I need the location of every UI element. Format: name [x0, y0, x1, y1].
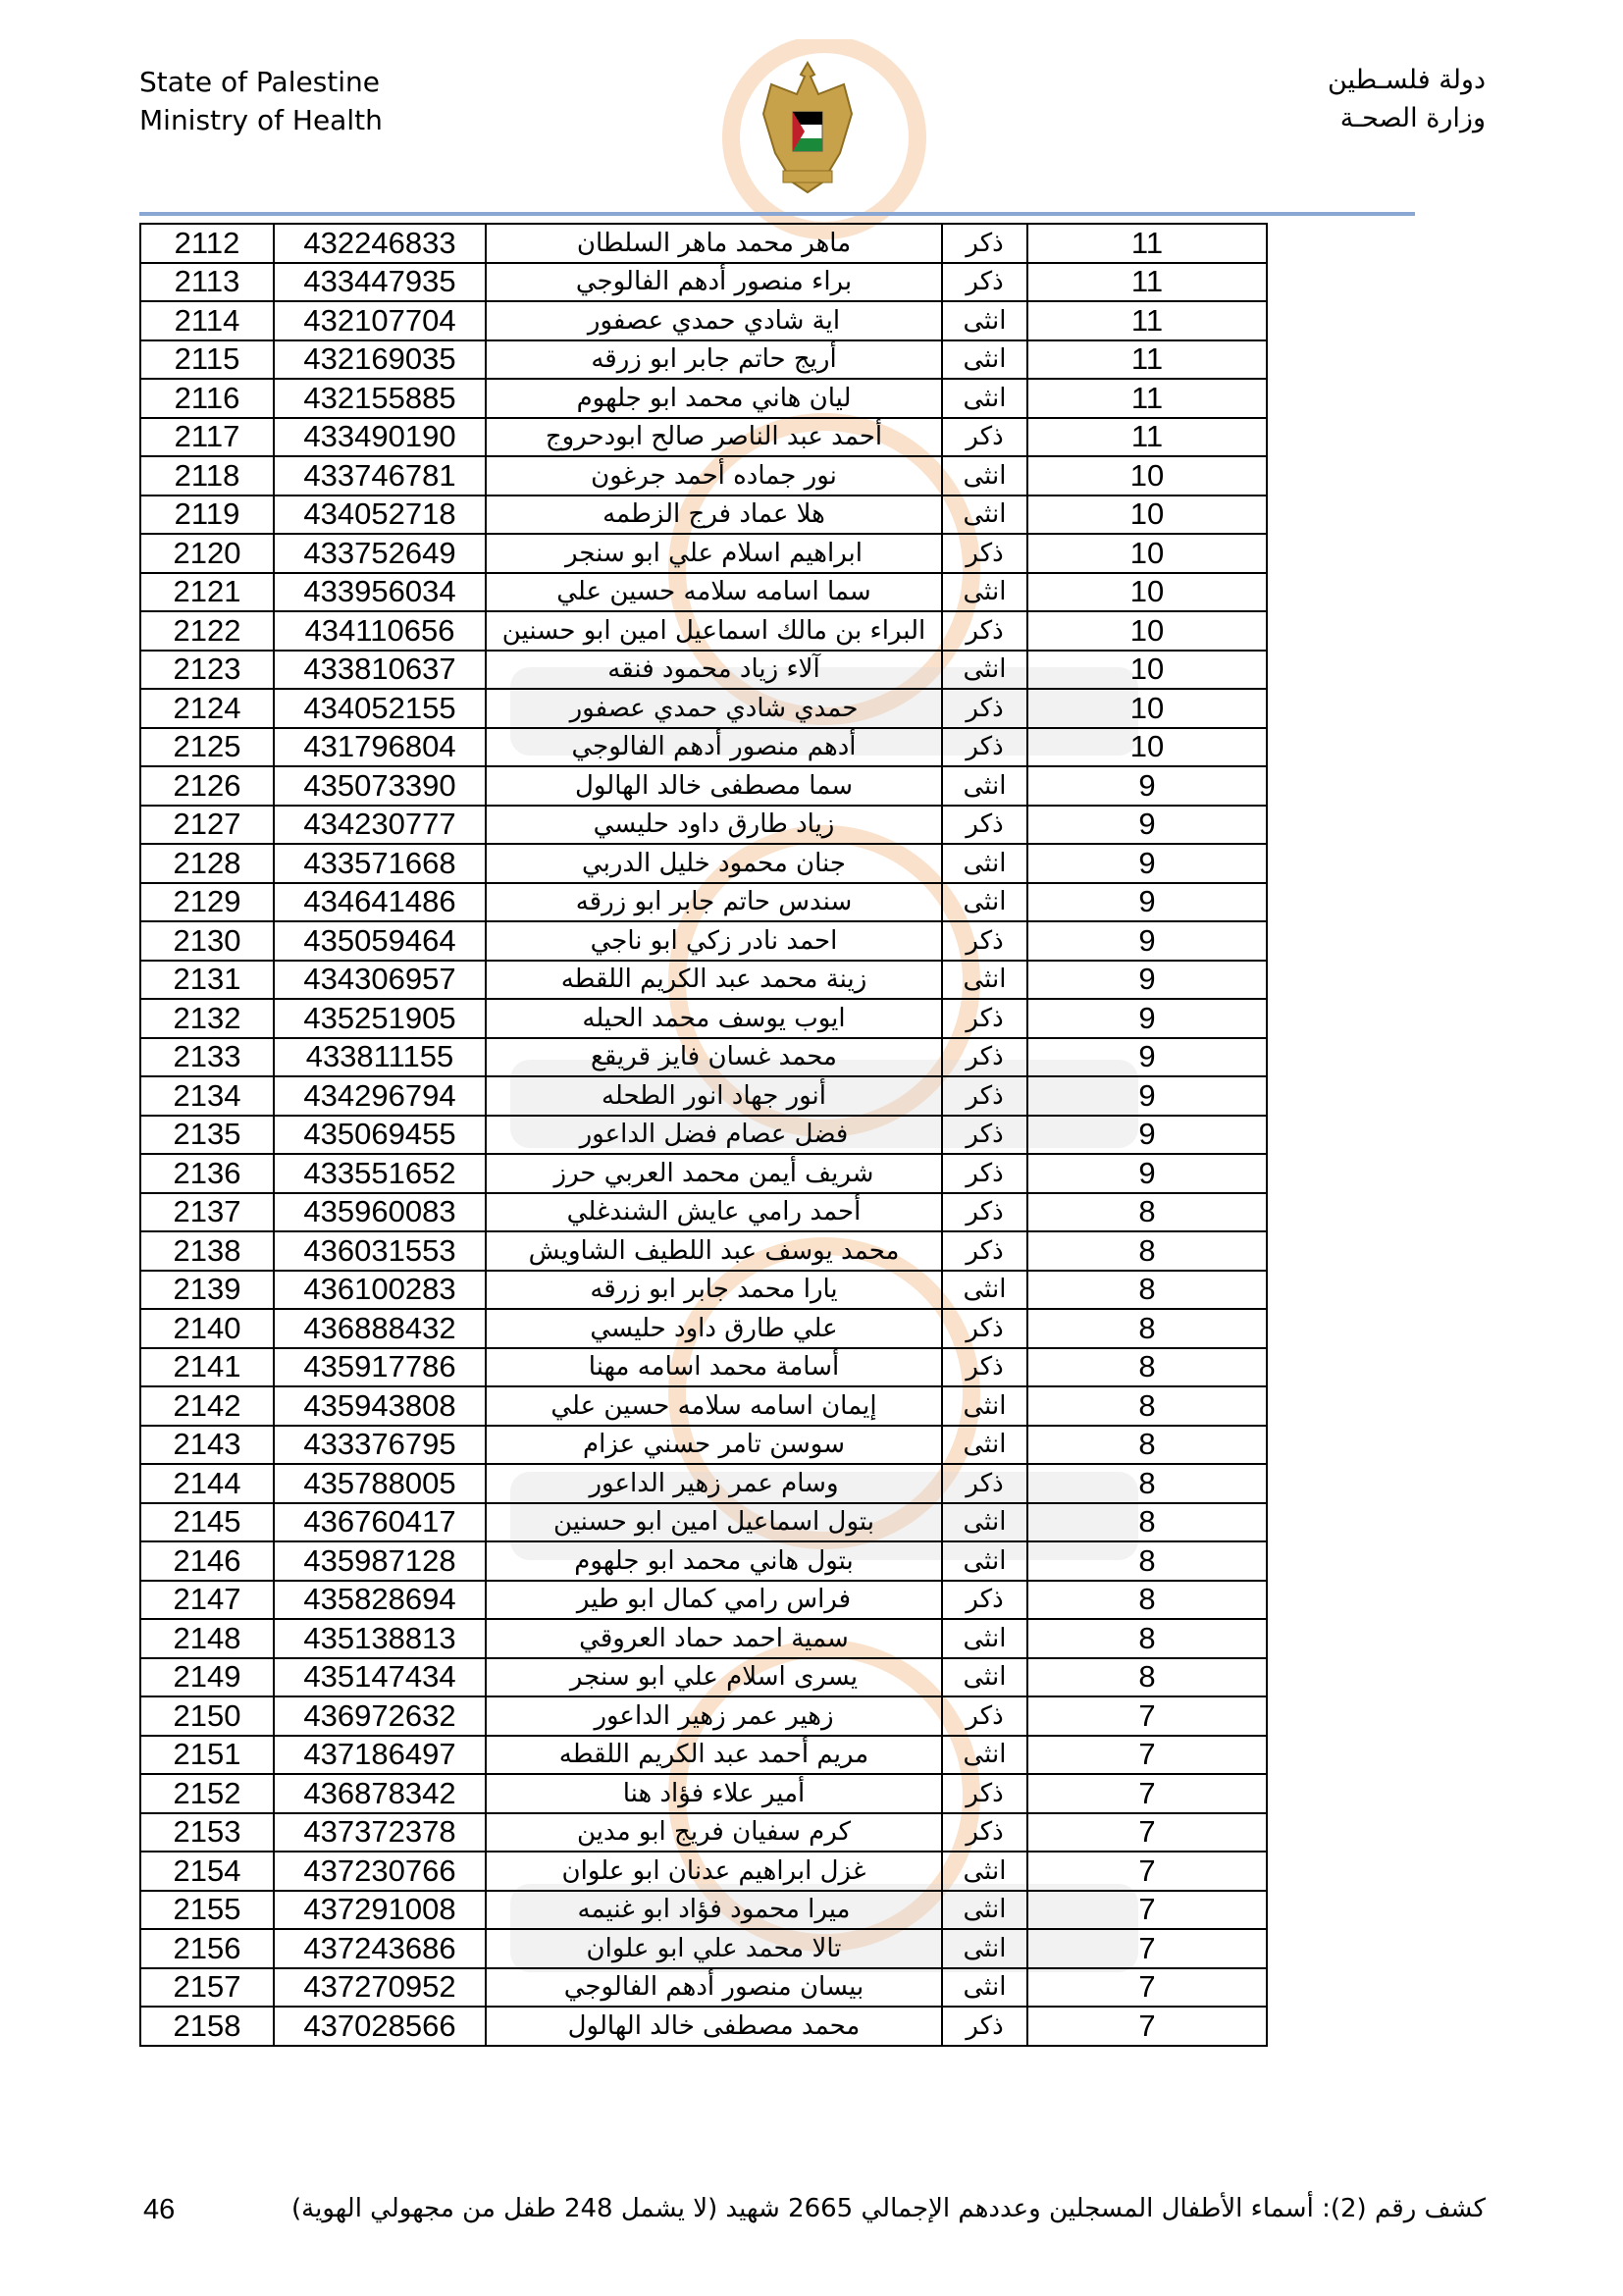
gender-cell: ذكر [942, 2007, 1027, 2046]
row-number-cell: 2117 [140, 418, 274, 457]
id-number-cell: 437028566 [274, 2007, 486, 2046]
child-name-cell: بيسان منصور أدهم الفالوجي [486, 1968, 942, 2008]
header-rule [139, 212, 1415, 216]
id-number-cell: 434230777 [274, 806, 486, 845]
id-number-cell: 432169035 [274, 340, 486, 380]
table-row [140, 1581, 1267, 1620]
age-cell: 8 [1027, 1619, 1267, 1658]
age-cell: 9 [1027, 961, 1267, 1000]
id-number-cell: 433571668 [274, 844, 486, 883]
child-name-cell: أمير علاء فؤاد هنا [486, 1774, 942, 1813]
child-name-cell: ابراهيم اسلام علي ابو سنجر [486, 534, 942, 573]
table-row [140, 689, 1267, 728]
table-row [140, 1774, 1267, 1813]
row-number-cell: 2150 [140, 1696, 274, 1736]
child-name-cell: ميرا محمود فؤاد ابو غنيمه [486, 1891, 942, 1930]
child-name-cell: زينة محمد عبد الكريم اللقطه [486, 961, 942, 1000]
table-row [140, 1619, 1267, 1658]
roster-body [140, 224, 1267, 2046]
table-row [140, 999, 1267, 1038]
child-name-cell: سمية احمد حماد العروقي [486, 1619, 942, 1658]
table-row [140, 961, 1267, 1000]
age-cell: 8 [1027, 1464, 1267, 1503]
table-row [140, 418, 1267, 457]
id-number-cell: 432107704 [274, 301, 486, 340]
id-number-cell: 435960083 [274, 1193, 486, 1232]
age-cell: 10 [1027, 456, 1267, 496]
gender-cell: انثى [942, 379, 1027, 418]
table-row [140, 573, 1267, 612]
palestinian-eagle-emblem-icon [754, 55, 862, 202]
id-number-cell: 434052718 [274, 496, 486, 535]
age-cell: 7 [1027, 1774, 1267, 1813]
child-name-cell: نور جماده أحمد جرغون [486, 456, 942, 496]
child-name-cell: جنان محمود خليل الدربي [486, 844, 942, 883]
child-name-cell: محمد غسان فايز قريقع [486, 1038, 942, 1077]
age-cell: 8 [1027, 1503, 1267, 1542]
table-row [140, 2007, 1267, 2046]
gender-cell: انثى [942, 651, 1027, 690]
row-number-cell: 2125 [140, 728, 274, 767]
age-cell: 7 [1027, 1929, 1267, 1968]
age-cell: 7 [1027, 1852, 1267, 1891]
table-row [140, 1968, 1267, 2008]
gender-cell: انثى [942, 1386, 1027, 1426]
id-number-cell: 432155885 [274, 379, 486, 418]
gender-cell: ذكر [942, 999, 1027, 1038]
table-row [140, 651, 1267, 690]
id-number-cell: 435069455 [274, 1116, 486, 1155]
id-number-cell: 435138813 [274, 1619, 486, 1658]
age-cell: 8 [1027, 1271, 1267, 1310]
gender-cell: انثى [942, 1658, 1027, 1697]
age-cell: 7 [1027, 1736, 1267, 1775]
child-name-cell: سما اسامه سلامه حسين علي [486, 573, 942, 612]
id-number-cell: 436760417 [274, 1503, 486, 1542]
id-number-cell: 434306957 [274, 961, 486, 1000]
age-cell: 11 [1027, 301, 1267, 340]
table-row [140, 379, 1267, 418]
age-cell: 7 [1027, 1891, 1267, 1930]
table-row [140, 263, 1267, 302]
id-number-cell: 436100283 [274, 1271, 486, 1310]
row-number-cell: 2149 [140, 1658, 274, 1697]
table-row [140, 844, 1267, 883]
row-number-cell: 2133 [140, 1038, 274, 1077]
row-number-cell: 2143 [140, 1426, 274, 1465]
gender-cell: ذكر [942, 806, 1027, 845]
gender-cell: ذكر [942, 1231, 1027, 1271]
row-number-cell: 2113 [140, 263, 274, 302]
row-number-cell: 2156 [140, 1929, 274, 1968]
row-number-cell: 2141 [140, 1348, 274, 1387]
gender-cell: ذكر [942, 1813, 1027, 1852]
age-cell: 11 [1027, 418, 1267, 457]
age-cell: 9 [1027, 1116, 1267, 1155]
row-number-cell: 2131 [140, 961, 274, 1000]
gender-cell: ذكر [942, 1348, 1027, 1387]
age-cell: 10 [1027, 534, 1267, 573]
header-state-en: State of Palestine [139, 66, 381, 98]
gender-cell: ذكر [942, 1154, 1027, 1193]
table-row [140, 1116, 1267, 1155]
table-row [140, 1929, 1267, 1968]
gender-cell: انثى [942, 496, 1027, 535]
gender-cell: ذكر [942, 921, 1027, 961]
table-row [140, 1271, 1267, 1310]
row-number-cell: 2142 [140, 1386, 274, 1426]
age-cell: 8 [1027, 1348, 1267, 1387]
child-name-cell: فضل عصام فضل الداعور [486, 1116, 942, 1155]
child-name-cell: إيمان اسامه سلامه حسين علي [486, 1386, 942, 1426]
age-cell: 7 [1027, 1813, 1267, 1852]
child-name-cell: مريم أحمد عبد الكريم اللقطه [486, 1736, 942, 1775]
age-cell: 9 [1027, 1154, 1267, 1193]
id-number-cell: 436972632 [274, 1696, 486, 1736]
gender-cell: انثى [942, 573, 1027, 612]
age-cell: 8 [1027, 1541, 1267, 1581]
header-ministry-ar: وزارة الصحـة [1339, 103, 1486, 133]
id-number-cell: 435251905 [274, 999, 486, 1038]
age-cell: 10 [1027, 611, 1267, 651]
age-cell: 9 [1027, 921, 1267, 961]
id-number-cell: 437372378 [274, 1813, 486, 1852]
gender-cell: ذكر [942, 1464, 1027, 1503]
age-cell: 8 [1027, 1231, 1267, 1271]
id-number-cell: 436031553 [274, 1231, 486, 1271]
row-number-cell: 2135 [140, 1116, 274, 1155]
gender-cell: انثى [942, 883, 1027, 922]
age-cell: 10 [1027, 728, 1267, 767]
gender-cell: ذكر [942, 1696, 1027, 1736]
age-cell: 7 [1027, 2007, 1267, 2046]
row-number-cell: 2145 [140, 1503, 274, 1542]
table-row [140, 301, 1267, 340]
child-name-cell: يارا محمد جابر ابو زرقه [486, 1271, 942, 1310]
row-number-cell: 2127 [140, 806, 274, 845]
table-row [140, 1541, 1267, 1581]
row-number-cell: 2130 [140, 921, 274, 961]
age-cell: 7 [1027, 1696, 1267, 1736]
child-name-cell: سوسن تامر حسني عزام [486, 1426, 942, 1465]
child-name-cell: أسامة محمد اسامه مهنا [486, 1348, 942, 1387]
age-cell: 9 [1027, 999, 1267, 1038]
table-row [140, 1193, 1267, 1232]
gender-cell: ذكر [942, 1116, 1027, 1155]
row-number-cell: 2123 [140, 651, 274, 690]
gender-cell: انثى [942, 1503, 1027, 1542]
child-name-cell: زياد طارق داود حليسي [486, 806, 942, 845]
header-right [1328, 61, 1486, 137]
row-number-cell: 2115 [140, 340, 274, 380]
child-name-cell: ايوب يوسف محمد الحيله [486, 999, 942, 1038]
row-number-cell: 2147 [140, 1581, 274, 1620]
id-number-cell: 437291008 [274, 1891, 486, 1930]
table-row [140, 766, 1267, 806]
id-number-cell: 433447935 [274, 263, 486, 302]
row-number-cell: 2137 [140, 1193, 274, 1232]
row-number-cell: 2138 [140, 1231, 274, 1271]
id-number-cell: 437270952 [274, 1968, 486, 2008]
table-row [140, 1464, 1267, 1503]
gender-cell: ذكر [942, 611, 1027, 651]
age-cell: 8 [1027, 1309, 1267, 1348]
age-cell: 7 [1027, 1968, 1267, 2008]
header-ministry-en: Ministry of Health [139, 104, 383, 136]
gender-cell: ذكر [942, 1076, 1027, 1116]
table-row [140, 883, 1267, 922]
child-name-cell: زهير عمر زهير الداعور [486, 1696, 942, 1736]
table-row [140, 534, 1267, 573]
id-number-cell: 435917786 [274, 1348, 486, 1387]
age-cell: 8 [1027, 1658, 1267, 1697]
child-name-cell: براء منصور أدهم الفالوجي [486, 263, 942, 302]
gender-cell: ذكر [942, 224, 1027, 263]
child-name-cell: اية شادي حمدي عصفور [486, 301, 942, 340]
table-row [140, 1658, 1267, 1697]
gender-cell: ذكر [942, 1193, 1027, 1232]
row-number-cell: 2120 [140, 534, 274, 573]
child-name-cell: سندس حاتم جابر ابو زرقه [486, 883, 942, 922]
child-name-cell: أنور جهاد انور الطحله [486, 1076, 942, 1116]
table-row [140, 496, 1267, 535]
gender-cell: انثى [942, 340, 1027, 380]
table-row [140, 806, 1267, 845]
id-number-cell: 435073390 [274, 766, 486, 806]
id-number-cell: 434641486 [274, 883, 486, 922]
table-row [140, 224, 1267, 263]
age-cell: 11 [1027, 263, 1267, 302]
gender-cell: انثى [942, 1426, 1027, 1465]
child-name-cell: ليان هاني محمد ابو جلهوم [486, 379, 942, 418]
child-name-cell: حمدي شادي حمدي عصفور [486, 689, 942, 728]
gender-cell: انثى [942, 844, 1027, 883]
age-cell: 8 [1027, 1193, 1267, 1232]
row-number-cell: 2151 [140, 1736, 274, 1775]
gender-cell: انثى [942, 1619, 1027, 1658]
child-name-cell: محمد يوسف عبد اللطيف الشاويش [486, 1231, 942, 1271]
age-cell: 9 [1027, 1076, 1267, 1116]
table-row [140, 1852, 1267, 1891]
row-number-cell: 2126 [140, 766, 274, 806]
child-name-cell: سما مصطفى خالد الهالول [486, 766, 942, 806]
child-name-cell: شريف أيمن محمد العربي حرز [486, 1154, 942, 1193]
row-number-cell: 2124 [140, 689, 274, 728]
row-number-cell: 2154 [140, 1852, 274, 1891]
id-number-cell: 431796804 [274, 728, 486, 767]
age-cell: 10 [1027, 573, 1267, 612]
table-row [140, 456, 1267, 496]
gender-cell: انثى [942, 1891, 1027, 1930]
gender-cell: ذكر [942, 1581, 1027, 1620]
table-row [140, 340, 1267, 380]
id-number-cell: 434110656 [274, 611, 486, 651]
gender-cell: ذكر [942, 1038, 1027, 1077]
children-roster-table [139, 223, 1268, 2047]
row-number-cell: 2116 [140, 379, 274, 418]
age-cell: 8 [1027, 1426, 1267, 1465]
gender-cell: ذكر [942, 689, 1027, 728]
id-number-cell: 435788005 [274, 1464, 486, 1503]
gender-cell: انثى [942, 456, 1027, 496]
child-name-cell: فراس رامي كمال ابو طير [486, 1581, 942, 1620]
row-number-cell: 2128 [140, 844, 274, 883]
child-name-cell: بتول اسماعيل امين ابو حسنين [486, 1503, 942, 1542]
table-row [140, 1696, 1267, 1736]
id-number-cell: 435147434 [274, 1658, 486, 1697]
gender-cell: ذكر [942, 418, 1027, 457]
row-number-cell: 2155 [140, 1891, 274, 1930]
table-row [140, 1038, 1267, 1077]
row-number-cell: 2148 [140, 1619, 274, 1658]
row-number-cell: 2121 [140, 573, 274, 612]
child-name-cell: تالا محمد علي ابو علوان [486, 1929, 942, 1968]
child-name-cell: وسام عمر زهير الداعور [486, 1464, 942, 1503]
id-number-cell: 433752649 [274, 534, 486, 573]
row-number-cell: 2122 [140, 611, 274, 651]
child-name-cell: آلاء زياد محمود فنقه [486, 651, 942, 690]
age-cell: 9 [1027, 883, 1267, 922]
table-row [140, 1813, 1267, 1852]
gender-cell: انثى [942, 301, 1027, 340]
id-number-cell: 435987128 [274, 1541, 486, 1581]
row-number-cell: 2144 [140, 1464, 274, 1503]
age-cell: 11 [1027, 224, 1267, 263]
header-left [139, 63, 383, 139]
row-number-cell: 2139 [140, 1271, 274, 1310]
child-name-cell: يسرى اسلام علي ابو سنجر [486, 1658, 942, 1697]
id-number-cell: 437230766 [274, 1852, 486, 1891]
gender-cell: ذكر [942, 263, 1027, 302]
id-number-cell: 433956034 [274, 573, 486, 612]
id-number-cell: 437243686 [274, 1929, 486, 1968]
table-row [140, 1348, 1267, 1387]
gender-cell: انثى [942, 1968, 1027, 2008]
age-cell: 9 [1027, 844, 1267, 883]
row-number-cell: 2114 [140, 301, 274, 340]
table-row [140, 1309, 1267, 1348]
row-number-cell: 2140 [140, 1309, 274, 1348]
id-number-cell: 432246833 [274, 224, 486, 263]
age-cell: 10 [1027, 496, 1267, 535]
row-number-cell: 2118 [140, 456, 274, 496]
row-number-cell: 2132 [140, 999, 274, 1038]
child-name-cell: أريج حاتم جابر ابو زرقه [486, 340, 942, 380]
table-row [140, 728, 1267, 767]
id-number-cell: 433551652 [274, 1154, 486, 1193]
child-name-cell: البراء بن مالك اسماعيل امين ابو حسنين [486, 611, 942, 651]
age-cell: 9 [1027, 1038, 1267, 1077]
gender-cell: انثى [942, 1736, 1027, 1775]
child-name-cell: كرم سفيان فريج ابو مدين [486, 1813, 942, 1852]
table-row [140, 1736, 1267, 1775]
id-number-cell: 433490190 [274, 418, 486, 457]
row-number-cell: 2134 [140, 1076, 274, 1116]
age-cell: 10 [1027, 689, 1267, 728]
table-row [140, 1076, 1267, 1116]
row-number-cell: 2157 [140, 1968, 274, 2008]
gender-cell: ذكر [942, 1309, 1027, 1348]
child-name-cell: علي طارق داود حليسي [486, 1309, 942, 1348]
id-number-cell: 435059464 [274, 921, 486, 961]
table-row [140, 921, 1267, 961]
age-cell: 8 [1027, 1386, 1267, 1426]
gender-cell: ذكر [942, 534, 1027, 573]
child-name-cell: احمد نادر زكي ابو ناجي [486, 921, 942, 961]
id-number-cell: 433746781 [274, 456, 486, 496]
child-name-cell: ماهر محمد ماهر السلطان [486, 224, 942, 263]
row-number-cell: 2152 [140, 1774, 274, 1813]
table-row [140, 1503, 1267, 1542]
id-number-cell: 433811155 [274, 1038, 486, 1077]
gender-cell: ذكر [942, 1774, 1027, 1813]
child-name-cell: أدهم منصور أدهم الفالوجي [486, 728, 942, 767]
row-number-cell: 2153 [140, 1813, 274, 1852]
child-name-cell: أحمد عبد الناصر صالح ابودحروج [486, 418, 942, 457]
id-number-cell: 434296794 [274, 1076, 486, 1116]
footer-caption: كشف رقم (2): أسماء الأطفال المسجلين وعددهم الإجمالي 2665 شهيد (لا يشمل 248 طفل من مجهولي الهوية) [291, 2194, 1486, 2223]
id-number-cell: 433376795 [274, 1426, 486, 1465]
table-row [140, 1386, 1267, 1426]
age-cell: 10 [1027, 651, 1267, 690]
id-number-cell: 436878342 [274, 1774, 486, 1813]
id-number-cell: 434052155 [274, 689, 486, 728]
child-name-cell: أحمد رامي عايش الشندغلي [486, 1193, 942, 1232]
gender-cell: انثى [942, 1541, 1027, 1581]
page-number: 46 [143, 2194, 176, 2225]
child-name-cell: هلا عماد فرج الزطمه [486, 496, 942, 535]
id-number-cell: 433810637 [274, 651, 486, 690]
gender-cell: انثى [942, 766, 1027, 806]
id-number-cell: 437186497 [274, 1736, 486, 1775]
gender-cell: انثى [942, 961, 1027, 1000]
age-cell: 11 [1027, 340, 1267, 380]
gender-cell: انثى [942, 1929, 1027, 1968]
row-number-cell: 2119 [140, 496, 274, 535]
id-number-cell: 435828694 [274, 1581, 486, 1620]
row-number-cell: 2129 [140, 883, 274, 922]
child-name-cell: غزل ابراهيم عدنان ابو علوان [486, 1852, 942, 1891]
gender-cell: انثى [942, 1852, 1027, 1891]
age-cell: 11 [1027, 379, 1267, 418]
age-cell: 8 [1027, 1581, 1267, 1620]
gender-cell: ذكر [942, 728, 1027, 767]
row-number-cell: 2136 [140, 1154, 274, 1193]
row-number-cell: 2158 [140, 2007, 274, 2046]
table-row [140, 1426, 1267, 1465]
table-row [140, 1231, 1267, 1271]
row-number-cell: 2112 [140, 224, 274, 263]
table-row [140, 1154, 1267, 1193]
table-row [140, 1891, 1267, 1930]
child-name-cell: محمد مصطفى خالد الهالول [486, 2007, 942, 2046]
id-number-cell: 435943808 [274, 1386, 486, 1426]
row-number-cell: 2146 [140, 1541, 274, 1581]
age-cell: 9 [1027, 806, 1267, 845]
age-cell: 9 [1027, 766, 1267, 806]
id-number-cell: 436888432 [274, 1309, 486, 1348]
header-state-ar: دولة فلسـطين [1327, 65, 1486, 95]
gender-cell: انثى [942, 1271, 1027, 1310]
child-name-cell: بتول هاني محمد ابو جلهوم [486, 1541, 942, 1581]
table-row [140, 611, 1267, 651]
